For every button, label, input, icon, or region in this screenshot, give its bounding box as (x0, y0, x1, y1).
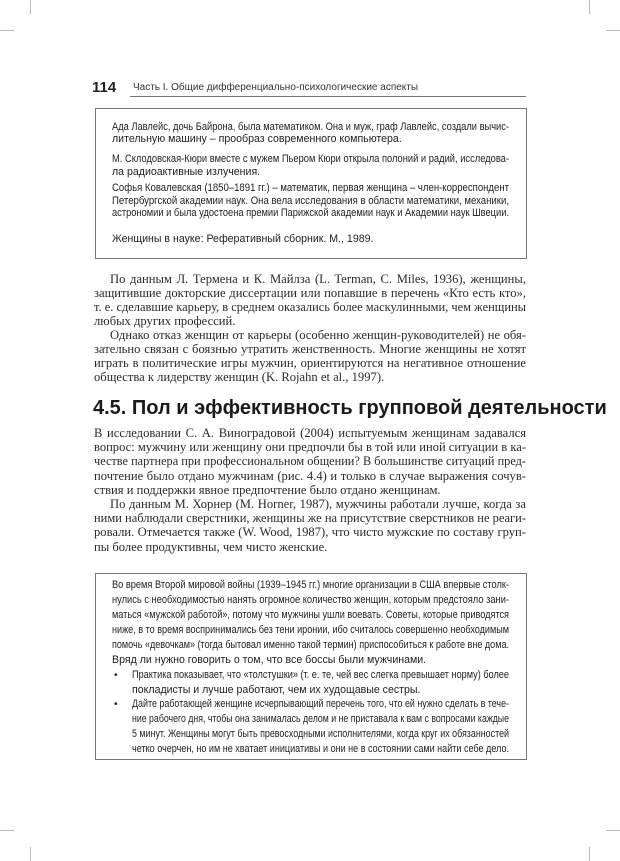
body-line (110, 272, 526, 287)
bullet-line (132, 684, 509, 696)
crop-mark (606, 830, 620, 831)
box2-line (112, 579, 509, 591)
text-line: По данным Л. Термена и К. Майлза (L. Terman, C. Miles, 1936), женщины, (110, 272, 526, 286)
box2-line (112, 639, 509, 651)
text-line: ние рабочего дня, чтобы она занималась делом и не приставала к вам с вопросами каждые (132, 713, 509, 725)
text-line: ствия и поддержки явное предпочтение было отдано женщинам. (94, 482, 441, 497)
text-line: покладисты и лучше работают, чем их худощавые сестры. (132, 684, 421, 696)
text-line: Дайте работающей женщине исчерпывающий перечень того, что ей нужно сделать в тече- (132, 698, 509, 710)
bullet-icon: • (114, 699, 118, 710)
text-line: пы более продуктивны, чем чисто женские. (94, 539, 328, 554)
text-line: вопрос: мужчину или женщину они предпочли бы в той или иной ситуации в ка- (94, 440, 526, 455)
body-line (94, 454, 526, 469)
box1-line (112, 195, 509, 207)
box1-line (112, 182, 509, 194)
box2-line (112, 624, 509, 636)
body-line (94, 511, 526, 526)
body-line (94, 469, 526, 484)
text-line: ними наблюдали сверстники, женщины же на присутствие сверстников не реаги- (94, 511, 526, 526)
text-line: честве партнера при профессиональном общении? В большинстве ситуаций пред- (94, 454, 526, 469)
text-line: почтение было отдано мужчинам (рис. 4.4) и только в случае выражения сочув- (94, 468, 526, 483)
text-line: т. е. сделавшие карьеру, в среднем оказались более маскулинными, чем женщины (94, 300, 526, 314)
box1-line (112, 207, 509, 219)
box2-line (112, 594, 509, 606)
crop-mark (0, 30, 14, 31)
box1-line (112, 153, 509, 165)
box1-line (112, 166, 509, 178)
text-line: маться «мужской работой», потому что мужчины ушли воевать. Советы, которые приводятся (112, 609, 509, 621)
body-line (94, 525, 526, 540)
crop-mark (589, 0, 590, 14)
page-number: 114 (92, 79, 117, 96)
text-line: защитившие докторские диссертации или попавшие в перечень «Кто есть кто», (94, 286, 526, 300)
body-line (94, 426, 526, 441)
text-line: 5 минут. Женщины могут быть превосходными исполнителями, когда круг их обязанностей (132, 728, 509, 740)
bullet-icon: • (114, 670, 118, 681)
text-line: любых других профессий. (94, 314, 236, 328)
text-line: Софья Ковалевская (1850–1891 гг.) – математик, первая женщина – член-корреспондент (112, 182, 509, 194)
header-rule (130, 96, 526, 97)
body-line (94, 314, 526, 329)
body-line (94, 356, 526, 371)
box1-line (112, 133, 509, 145)
text-line: М. Склодовская-Кюри вместе с мужем Пьером Кюри открыла полоний и радий, исследова- (112, 153, 509, 165)
text-line: лительную машину – прообраз современного компьютера. (112, 133, 402, 145)
body-line (94, 300, 526, 315)
text-line: Практика показывает, что «толстушки» (т. е. те, чей вес слегка превышает норму) более (132, 669, 509, 681)
text-line: зательно связан с боязнью утратить женственность. Многие женщины не хотят (94, 342, 526, 356)
body-line (94, 286, 526, 301)
body-line (94, 440, 526, 455)
text-line: Ада Лавлейс, дочь Байрона, была математиком. Она и муж, граф Лавлейс, создали вычис- (112, 121, 509, 133)
text-line: астрономии и была удостоена премии Парижской академии наук и Академии наук Швеции. (112, 207, 509, 219)
text-line: помочь «девочкам» (тогда бытовал именно такой термин) приспособиться к работе вне дома. (112, 639, 509, 651)
body-line (110, 328, 526, 343)
text-line: Петербургской академии наук. Она вела исследования в области математики, механики, (112, 195, 509, 207)
text-line: Однако отказ женщин от карьеры (особенно женщин-руководителей) не обя- (110, 328, 526, 342)
bullet-line (132, 713, 509, 725)
bullet-line (132, 698, 509, 710)
text-line: Женщины в науке: Реферативный сборник. М., 1989. (112, 233, 374, 245)
crop-mark (30, 847, 31, 861)
crop-mark (589, 847, 590, 861)
box1-line (112, 233, 509, 245)
body-line (110, 497, 526, 512)
box2-line (112, 654, 509, 666)
text-line: ла радиоактивные излучения. (112, 166, 261, 178)
text-line: четко очерчен, но им не хватает инициативы и они не в состоянии сами найти себе дело. (132, 743, 509, 755)
text-line: По данным М. Хорнер (M. Horner, 1987), мужчины работали лучше, когда за (110, 497, 526, 511)
text-line: играть в политические игры мужчин, ориентируются на негативное отношение (94, 356, 526, 370)
body-line (94, 342, 526, 357)
bullet-line (132, 743, 509, 755)
running-head: Часть I. Общие дифференциально-психологические аспекты (133, 82, 419, 93)
text-line: В исследовании С. А. Виноградовой (2004) испытуемым женщинам задавался (94, 426, 526, 440)
bullet-line (132, 669, 509, 681)
body-line (94, 540, 526, 555)
section-heading: 4.5. Пол и эффективность групповой деятельности (93, 397, 607, 419)
text-line: ровали. Отмечается также (W. Wood, 1987), что чисто мужские по составу груп- (94, 525, 526, 540)
text-line: общества к лидерству женщин (K. Rojahn et al., 1997). (94, 370, 385, 384)
body-line (94, 370, 526, 385)
crop-mark (606, 30, 620, 31)
crop-mark (0, 830, 14, 831)
bullet-line (132, 728, 509, 740)
box1-line (112, 121, 509, 133)
text-line: Вряд ли нужно говорить о том, что все боссы были мужчинами. (112, 654, 427, 666)
body-line (94, 483, 526, 498)
text-line: ниже, в то время воспринимались без тени иронии, ибо считалось совершенно необходимым (112, 624, 509, 636)
text-line: Во время Второй мировой войны (1939–1945 гг.) многие организации в США впервые столк- (112, 579, 509, 591)
text-line: нулись с необходимостью нанять огромное количество женщин, которым предстояло зани- (112, 594, 509, 606)
crop-mark (30, 0, 31, 14)
box2-line (112, 609, 509, 621)
